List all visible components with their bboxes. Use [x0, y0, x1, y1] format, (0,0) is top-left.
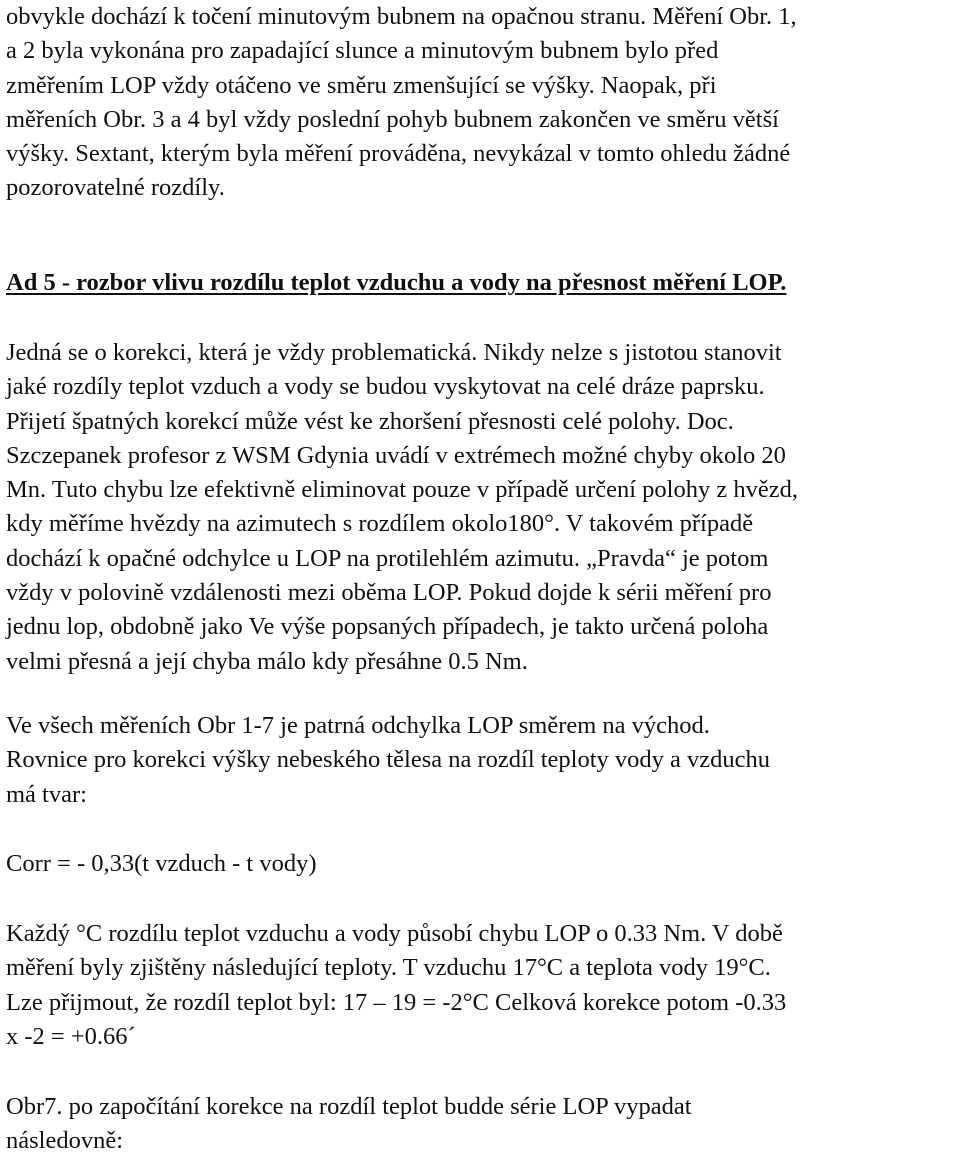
text-line: následovně:: [6, 1127, 124, 1155]
text-line: obvykle dochází k točení minutovým bubnem na opačnou stranu. Měření Obr. 1,: [6, 3, 797, 30]
text-line: změřením LOP vždy otáčeno ve směru zmenšující se výšky. Naopak, při: [6, 71, 717, 99]
text-line: Ve všech měřeních Obr 1-7 je patrná odchylka LOP směrem na východ.: [6, 712, 710, 739]
text-line: velmi přesná a její chyba málo kdy přesáhne 0.5 Nm.: [6, 647, 528, 675]
text-line: vždy v polovině vzdálenosti mezi oběma LOP. Pokud dojde k sérii měření pro: [6, 579, 772, 607]
text-line: Rovnice pro korekci výšky nebeského tělesa na rozdíl teploty vody a vzduchu: [6, 746, 771, 774]
text-line: pozorovatelné rozdíly.: [6, 174, 225, 202]
section-heading: Ad 5 - rozbor vlivu rozdílu teplot vzduchu a vody na přesnost měření LOP.: [6, 269, 787, 296]
text-line: má tvar:: [6, 780, 87, 808]
body-paragraph: [6, 336, 798, 679]
text-line: kdy měříme hvězdy na azimutech s rozdílem okolo180°. V takovém případě: [6, 510, 754, 538]
closing-paragraph: [6, 1090, 692, 1159]
text-line: měření byly zjištěny následující teploty. T vzduchu 17°C a teplota vody 19°C.: [6, 954, 771, 982]
text-line: jaké rozdíly teplot vzduch a vody se budou vyskytovat na celé dráze paprsku.: [6, 373, 765, 401]
correction-formula: Corr = - 0,33(t vzduch - t vody): [6, 850, 317, 877]
text-line: Szczepanek profesor z WSM Gdynia uvádí v extrémech možné chyby okolo 20: [6, 441, 786, 469]
observation-paragraph: [6, 709, 770, 812]
formula-paragraph: [6, 847, 316, 881]
section-heading-wrapper: [6, 266, 786, 300]
text-line: Lze přijmout, že rozdíl teplot byl: 17 – 19 = -2°C Celková korekce potom -0.33: [6, 988, 787, 1016]
text-line: Obr7. po započítání korekce na rozdíl teplot budde série LOP vypadat: [6, 1093, 692, 1120]
text-line: Přijetí špatných korekcí může vést ke zhoršení přesnosti celé polohy. Doc.: [6, 407, 734, 435]
intro-paragraph: [6, 0, 797, 206]
text-line: Každý °C rozdílu teplot vzduchu a vody působí chybu LOP o 0.33 Nm. V době: [6, 920, 783, 947]
text-line: a 2 byla vykonána pro zapadající slunce a minutovým bubnem bylo před: [6, 37, 719, 65]
text-line: dochází k opačné odchylce u LOP na protilehlém azimutu. „Pravda“ je potom: [6, 544, 769, 572]
text-line: Jedná se o korekci, která je vždy problematická. Nikdy nelze s jistotou stanovit: [6, 339, 782, 366]
text-line: výšky. Sextant, kterým byla měření prováděna, nevykázal v tomto ohledu žádné: [6, 140, 791, 168]
text-line: jednu lop, obdobně jako Ve výše popsaných případech, je takto určená poloha: [6, 613, 769, 641]
calculation-paragraph: [6, 917, 786, 1054]
text-line: Mn. Tuto chybu lze efektivně eliminovat pouze v případě určení polohy z hvězd,: [6, 476, 798, 504]
text-line: měřeních Obr. 3 a 4 byl vždy poslední pohyb bubnem zakončen ve směru větší: [6, 105, 779, 133]
text-line: x -2 = +0.66´: [6, 1022, 136, 1050]
